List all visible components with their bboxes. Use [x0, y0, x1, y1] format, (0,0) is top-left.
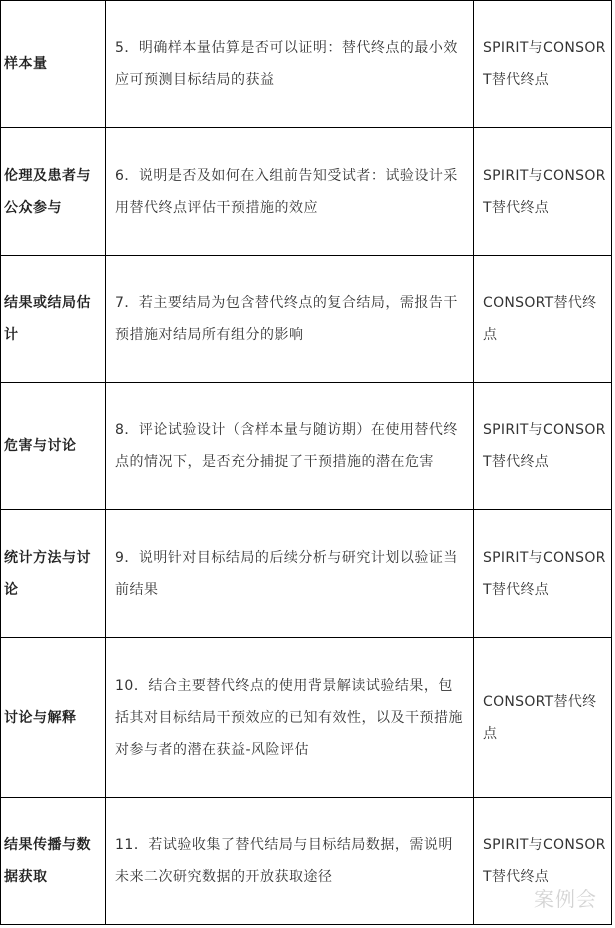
guideline-cell: SPIRIT与CONSORT替代终点: [474, 128, 612, 256]
watermark-logo: [534, 883, 597, 912]
item-cell: 6．说明是否及如何在入组前告知受试者：试验设计采用替代终点评估干预措施的效应: [106, 128, 474, 256]
table-row: [1, 798, 612, 925]
guideline-cell: SPIRIT与CONSORT替代终点: [474, 798, 612, 925]
item-cell: 5．明确样本量估算是否可以证明：替代终点的最小效应可预测目标结局的获益: [106, 1, 474, 128]
section-cell: 讨论与解释: [1, 638, 106, 798]
section-cell: 危害与讨论: [1, 383, 106, 510]
table-row: [1, 256, 612, 383]
table-row: [1, 128, 612, 256]
section-cell: 伦理及患者与公众参与: [1, 128, 106, 256]
section-cell: 统计方法与讨论: [1, 510, 106, 638]
item-cell: 9．说明针对目标结局的后续分析与研究计划以验证当前结果: [106, 510, 474, 638]
guideline-cell: CONSORT替代终点: [474, 256, 612, 383]
item-cell: 7．若主要结局为包含替代终点的复合结局，需报告干预措施对结局所有组分的影响: [106, 256, 474, 383]
table-row: [1, 638, 612, 798]
guideline-cell: CONSORT替代终点: [474, 638, 612, 798]
section-cell: 结果或结局估计: [1, 256, 106, 383]
table-row: [1, 510, 612, 638]
table-row: [1, 1, 612, 128]
item-cell: 11．若试验收集了替代结局与目标结局数据，需说明未来二次研究数据的开放获取途径: [106, 798, 474, 925]
guideline-cell: SPIRIT与CONSORT替代终点: [474, 383, 612, 510]
guideline-cell: SPIRIT与CONSORT替代终点: [474, 510, 612, 638]
watermark-text: 案例会: [534, 887, 597, 911]
guideline-cell: SPIRIT与CONSORT替代终点: [474, 1, 612, 128]
item-cell: 10．结合主要替代终点的使用背景解读试验结果，包括其对目标结局干预效应的已知有效性，以及干预措施对参与者的潜在获益-风险评估: [106, 638, 474, 798]
section-cell: 结果传播与数据获取: [1, 798, 106, 925]
table-row: [1, 383, 612, 510]
item-cell: 8．评论试验设计（含样本量与随访期）在使用替代终点的情况下，是否充分捕捉了干预措施的潜在危害: [106, 383, 474, 510]
section-cell: 样本量: [1, 1, 106, 128]
